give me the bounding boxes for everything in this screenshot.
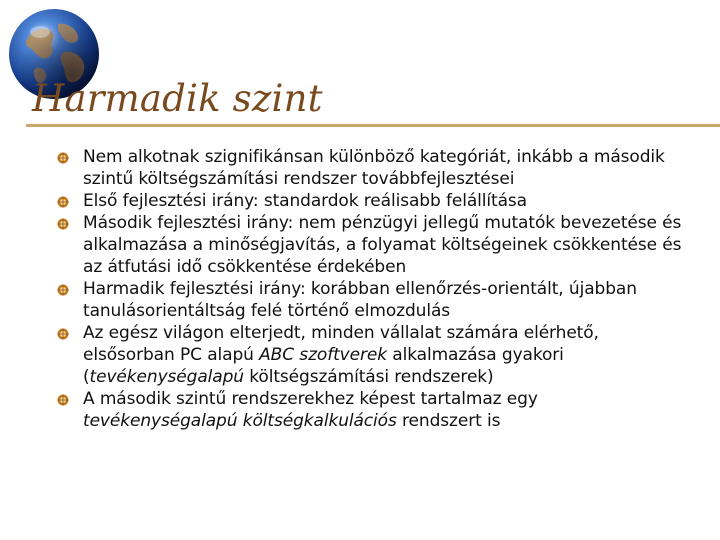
bullet-list [56,146,686,432]
bullet-text: Második fejlesztési irány: nem pénzügyi jellegű mutatók bevezetése és alkalmazása a minőségjavítás, a folyamat költségeinek csökkentése és az átfutási idő csökkentése érdekében [83,213,682,277]
bullet-text [83,389,538,431]
bullet-text-part: A második szintű rendszerekhez képest tartalmaz egy [83,389,538,409]
bullet-text-italic: tevékenységalapú [89,367,244,387]
sun-bullet-icon [57,328,69,340]
bullet-text [83,323,599,387]
bullet-item [56,278,686,322]
sun-bullet-icon [57,196,69,208]
bullet-text-part: rendszert is [396,411,501,431]
sun-bullet-icon [57,152,69,164]
sun-bullet-icon [57,284,69,296]
sun-bullet-icon [57,218,69,230]
bullet-text-part: Az egész világon elterjedt, minden vállalat számára elérhető, elsősorban PC alapú [83,323,599,365]
bullet-text: Nem alkotnak szignifikánsan különböző kategóriát, inkább a második szintű költségszámítási rendszer továbbfejlesztései [83,147,665,189]
bullet-item [56,322,686,388]
bullet-text-italic: ABC szoftverek [259,345,387,365]
title-bar [26,76,720,128]
bullet-text-part: alkalmazása gyakori ( [83,345,564,387]
bullet-text-italic: tevékenységalapú költségkalkulációs [83,411,397,431]
bullet-item [56,146,686,190]
sun-bullet-icon [57,394,69,406]
title-underline [26,124,720,127]
slide-title: Harmadik szint [32,77,323,120]
bullet-text-part: költségszámítási rendszerek) [243,367,494,387]
bullet-text: Harmadik fejlesztési irány: korábban ellenőrzés-orientált, újabban tanulásorientáltság felé történő elmozdulás [83,279,637,321]
bullet-item [56,388,686,432]
bullet-text: Első fejlesztési irány: standardok reálisabb felállítása [83,191,527,211]
bullet-item [56,212,686,278]
bullet-item [56,190,686,212]
